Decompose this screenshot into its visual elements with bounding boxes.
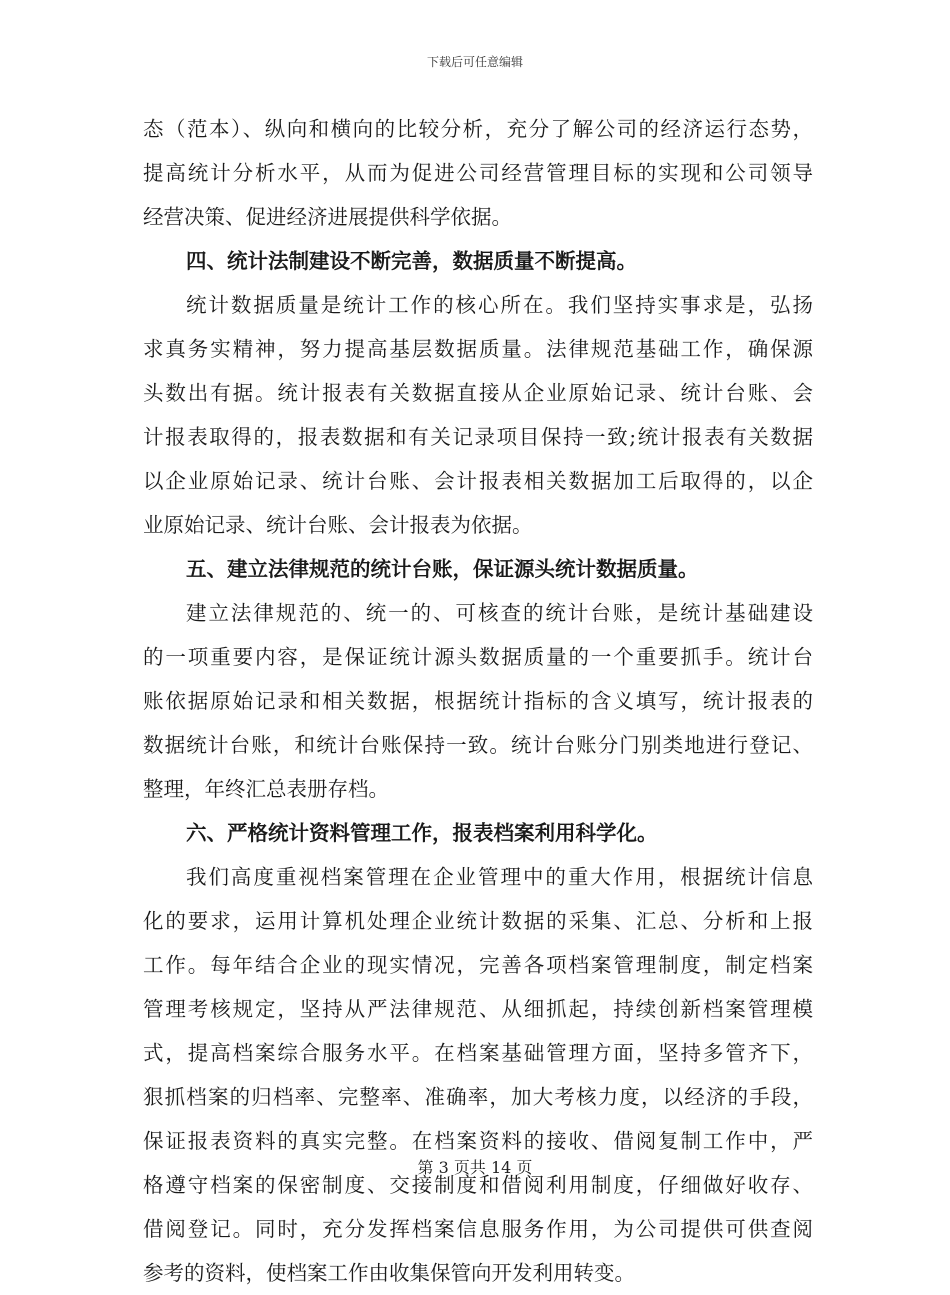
body-text-line: 头数出有据。统计报表有关数据直接从企业原始记录、统计台账、会 bbox=[143, 381, 813, 405]
body-text-line: 账依据原始记录和相关数据，根据统计指标的含义填写，统计报表的 bbox=[143, 689, 813, 713]
section-heading: 六、严格统计资料管理工作，报表档案利用科学化。 bbox=[186, 821, 658, 845]
body-text-line: 计报表取得的，报表数据和有关记录项目保持一致;统计报表有关数据 bbox=[143, 425, 813, 449]
body-text-line: 式，提高档案综合服务水平。在档案基础管理方面，坚持多管齐下， bbox=[143, 1041, 813, 1065]
body-text-line: 的一项重要内容，是保证统计源头数据质量的一个重要抓手。统计台 bbox=[143, 645, 813, 669]
body-text-line: 建立法律规范的、统一的、可核查的统计台账，是统计基础建设 bbox=[186, 601, 813, 625]
body-text-line: 格遵守档案的保密制度、交接制度和借阅利用制度，仔细做好收存、 bbox=[143, 1173, 813, 1197]
body-text-line: 参考的资料，使档案工作由收集保管向开发利用转变。 bbox=[143, 1261, 635, 1285]
body-text-line: 数据统计台账，和统计台账保持一致。统计台账分门别类地进行登记、 bbox=[143, 733, 813, 757]
document-body bbox=[143, 107, 813, 1295]
body-text-line: 管理考核规定，坚持从严法律规范、从细抓起，持续创新档案管理模 bbox=[143, 997, 813, 1021]
body-text-line: 借阅登记。同时，充分发挥档案信息服务作用，为公司提供可供查阅 bbox=[143, 1217, 813, 1241]
body-text-line: 态（范本）、纵向和横向的比较分析，充分了解公司的经济运行态势， bbox=[143, 117, 813, 141]
body-text-line: 整理，年终汇总表册存档。 bbox=[143, 777, 389, 801]
body-text-line: 经营决策、促进经济进展提供科学依据。 bbox=[143, 205, 512, 229]
body-text-line: 狠抓档案的归档率、完整率、准确率，加大考核力度，以经济的手段， bbox=[143, 1085, 813, 1109]
page-header-note: 下载后可任意编辑 bbox=[426, 55, 523, 69]
body-text-line: 我们高度重视档案管理在企业管理中的重大作用，根据统计信息 bbox=[186, 865, 813, 889]
body-text-line: 业原始记录、统计台账、会计报表为依据。 bbox=[143, 513, 533, 537]
body-text-line: 提高统计分析水平，从而为促进公司经营管理目标的实现和公司领导 bbox=[143, 161, 813, 185]
body-text-line: 保证报表资料的真实完整。在档案资料的接收、借阅复制工作中，严 bbox=[143, 1129, 813, 1153]
body-text-line: 统计数据质量是统计工作的核心所在。我们坚持实事求是，弘扬 bbox=[186, 293, 813, 317]
body-text-line: 化的要求，运用计算机处理企业统计数据的采集、汇总、分析和上报 bbox=[143, 909, 813, 933]
section-heading: 五、建立法律规范的统计台账，保证源头统计数据质量。 bbox=[186, 557, 699, 581]
body-text-line: 以企业原始记录、统计台账、会计报表相关数据加工后取得的，以企 bbox=[143, 469, 813, 493]
body-text-line: 工作。每年结合企业的现实情况，完善各项档案管理制度，制定档案 bbox=[143, 953, 813, 977]
body-text-line: 求真务实精神，努力提高基层数据质量。法律规范基础工作，确保源 bbox=[143, 337, 813, 361]
page-number: 第 3 页共 14 页 bbox=[417, 1158, 533, 1177]
section-heading: 四、统计法制建设不断完善，数据质量不断提高。 bbox=[186, 249, 637, 273]
